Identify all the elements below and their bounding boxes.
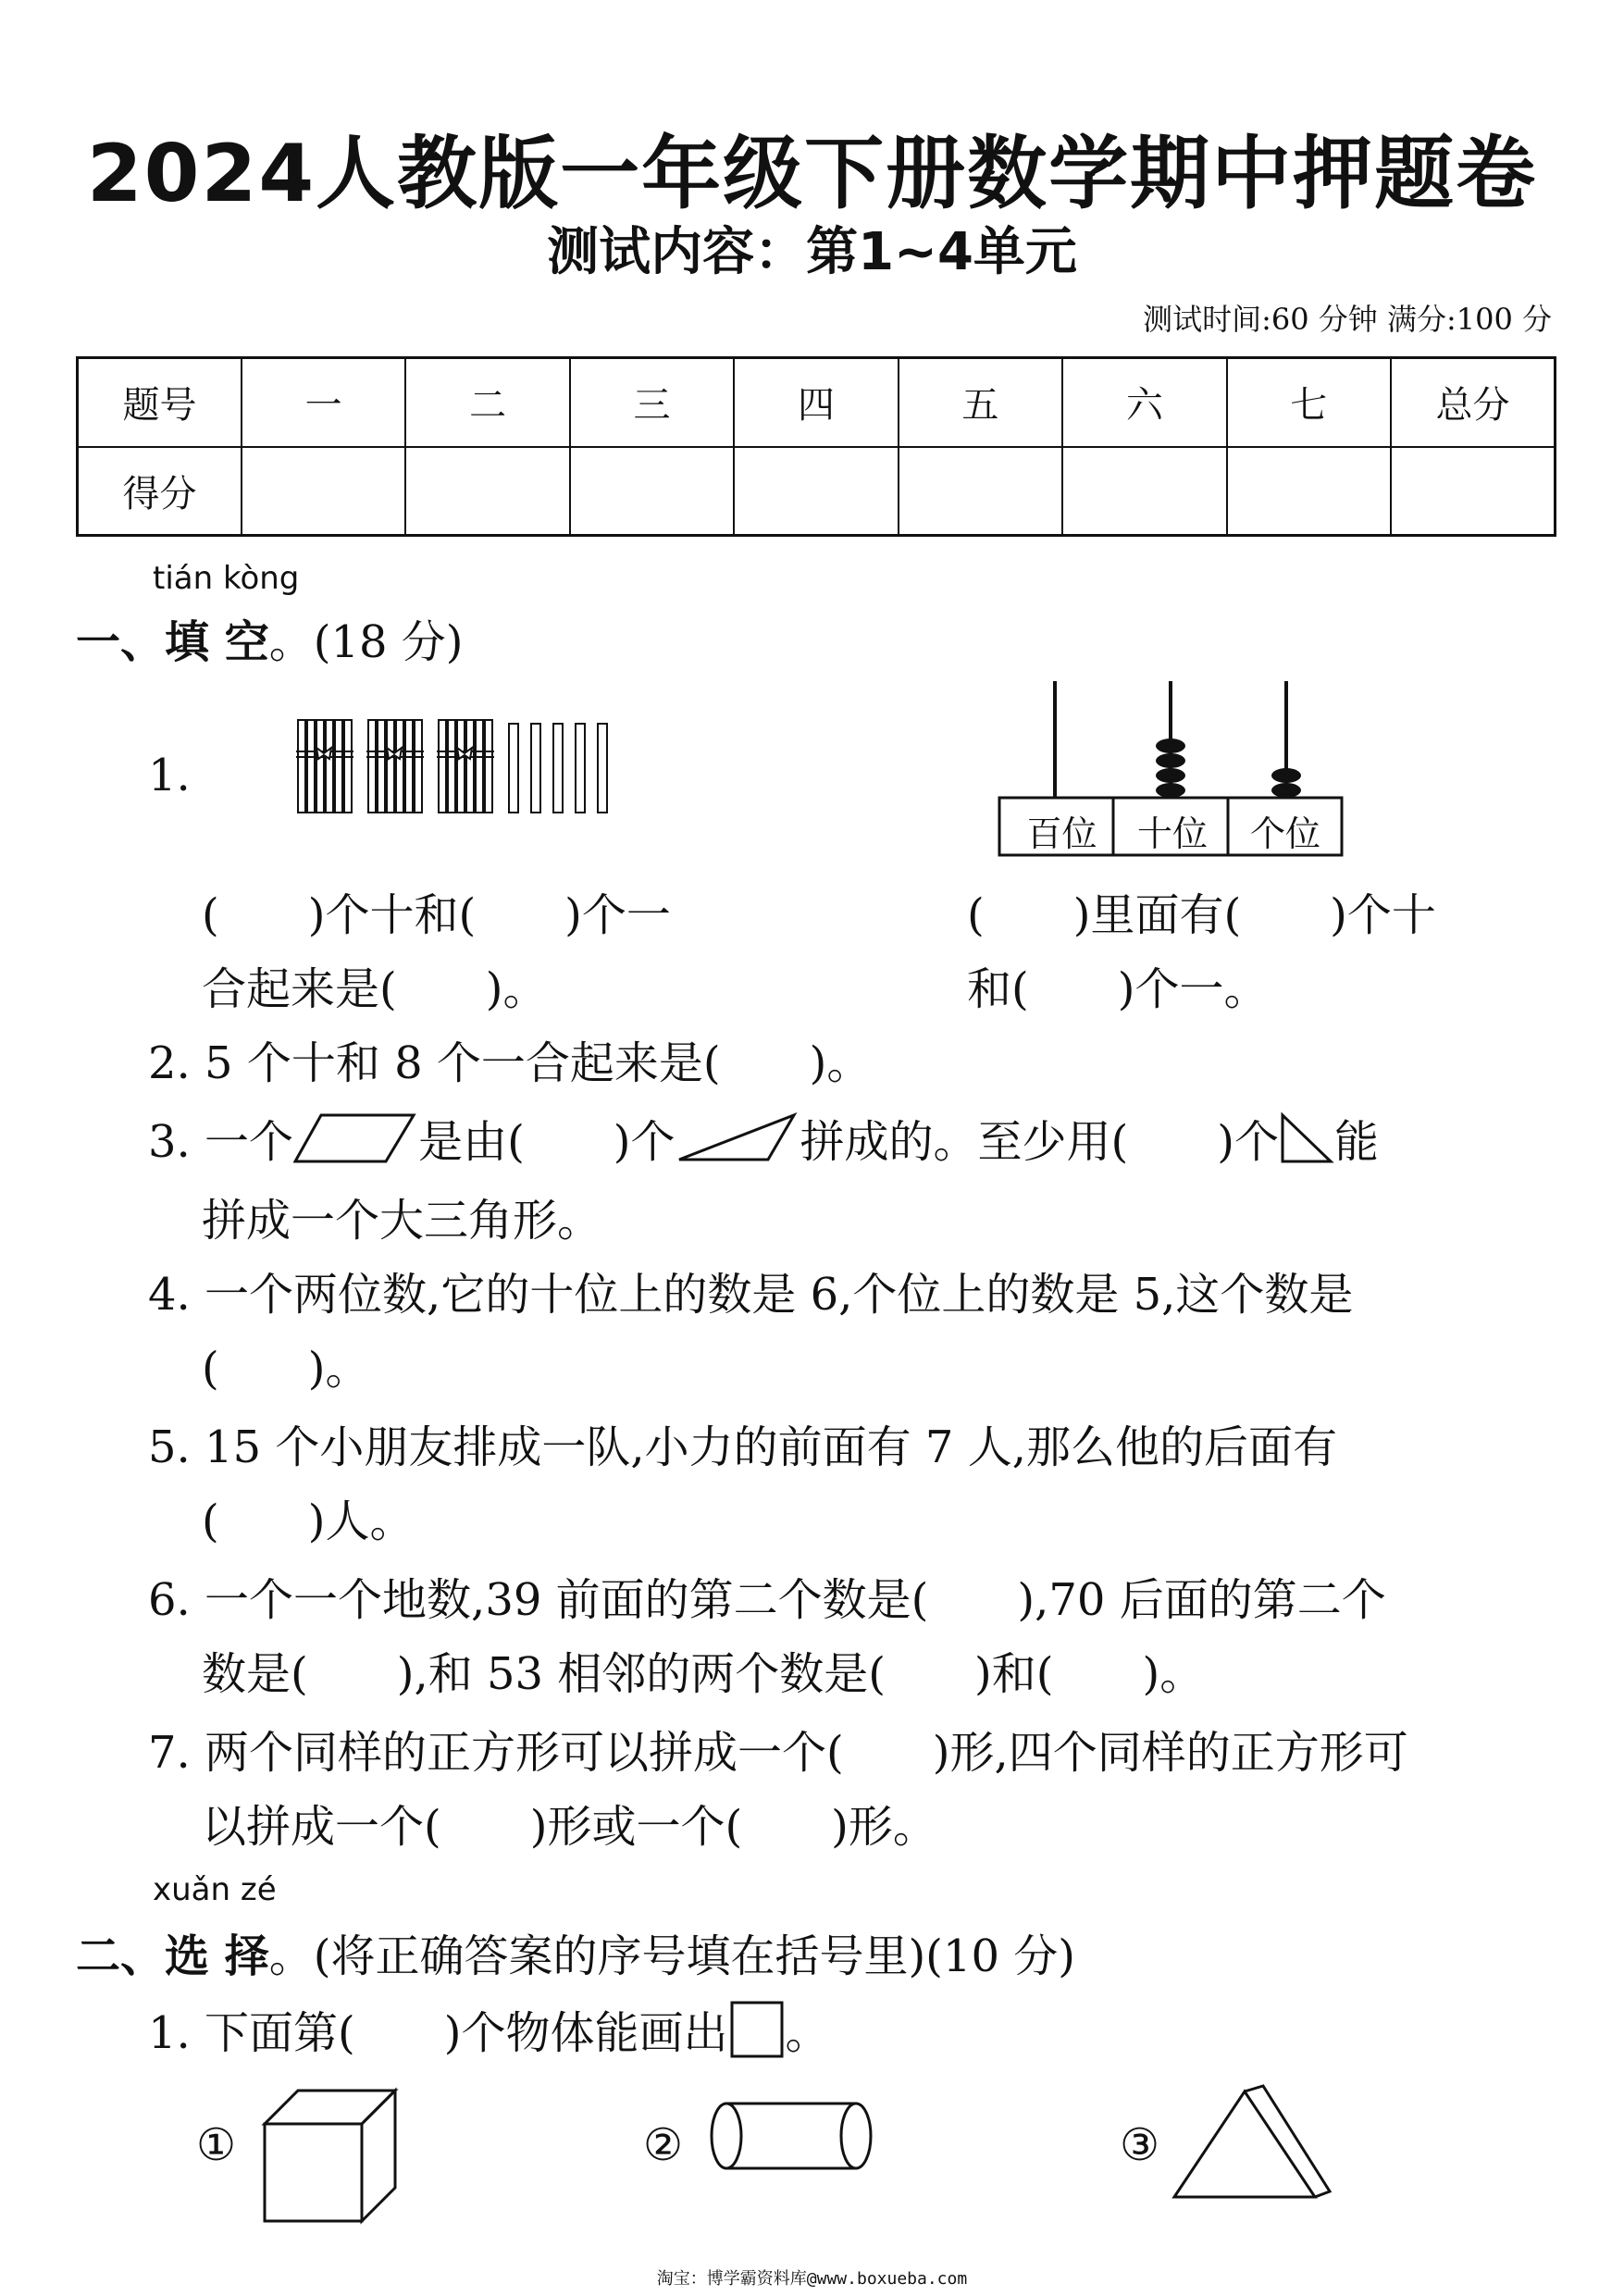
- option-2-label: ②: [643, 2119, 684, 2171]
- footer-watermark: 淘宝：博学霸资料库@www.boxueba.com: [656, 2269, 968, 2289]
- exam-meta: 测试时间:60 分钟 满分:100 分: [1143, 302, 1552, 337]
- cylinder-icon: [708, 2099, 874, 2173]
- section1-heading: [76, 606, 464, 670]
- table-row: [78, 447, 1556, 536]
- q6-line2: 数是( ),和 53 相邻的两个数是( )和( )。: [202, 1648, 1205, 1700]
- q3-part-d: 能: [1334, 1116, 1380, 1168]
- triangular-prism-icon: [1171, 2082, 1333, 2203]
- single-sticks-icon: [509, 724, 607, 813]
- q3-line2: 拼成一个大三角形。: [202, 1195, 602, 1247]
- q1-right-line1: ( )里面有( )个十: [967, 889, 1436, 941]
- right-triangle-icon: [1279, 1111, 1334, 1165]
- table-cell: 四: [734, 358, 898, 447]
- q1-left-line2: 合起来是( )。: [202, 963, 548, 1015]
- score-input-cell[interactable]: [570, 447, 734, 536]
- section2-heading-label: 二、选 择: [76, 1930, 269, 1982]
- q5-line1: 5. 15 个小朋友排成一队,小力的前面有 7 人,那么他的后面有: [148, 1421, 1337, 1473]
- option-3-label: ③: [1120, 2119, 1160, 2171]
- obtuse-triangle-icon: [676, 1111, 800, 1165]
- q6-line1: 6. 一个一个地数,39 前面的第二个数是( ),70 后面的第二个: [148, 1574, 1386, 1626]
- ones-beads: [1271, 768, 1301, 798]
- table-cell: 一: [242, 358, 405, 447]
- q1-left-line1: ( )个十和( )个一: [202, 889, 671, 941]
- stick-bundles-illustration: [294, 714, 609, 824]
- cube-icon: [261, 2087, 400, 2226]
- q3-part-a: 3. 一个: [148, 1116, 294, 1168]
- q3-part-b: 是由( )个: [418, 1116, 676, 1168]
- score-input-cell[interactable]: [1391, 447, 1556, 536]
- table-cell: 三: [570, 358, 734, 447]
- s2-q1-text: 1. 下面第( )个物体能画出: [148, 2007, 728, 2059]
- abacus-label-ones: 个位: [1249, 813, 1320, 854]
- s2-q1-end: 。: [785, 2007, 830, 2059]
- section2-heading: [76, 1920, 1075, 1984]
- stick-bundle-icon: [296, 720, 353, 813]
- score-input-cell[interactable]: [1062, 447, 1226, 536]
- stick-bundle-icon: [437, 720, 494, 813]
- score-input-cell[interactable]: [1227, 447, 1391, 536]
- q1-right-line2: 和( )个一。: [967, 963, 1269, 1015]
- section1-heading-rest: 。(18 分): [268, 616, 464, 668]
- score-input-cell[interactable]: [734, 447, 898, 536]
- score-input-cell[interactable]: [242, 447, 405, 536]
- abacus-label-hundreds: 百位: [1026, 813, 1097, 854]
- table-cell: 六: [1062, 358, 1226, 447]
- q3-part-c: 拼成的。至少用( )个: [800, 1116, 1279, 1168]
- section2-heading-rest: 。(将正确答案的序号填在括号里)(10 分): [268, 1930, 1075, 1982]
- stick-bundle-icon: [366, 720, 424, 813]
- section1-pinyin: tián kòng: [153, 560, 300, 597]
- abacus-label-tens: 十位: [1136, 813, 1208, 854]
- section1-heading-label: 一、填 空: [76, 616, 269, 668]
- score-input-cell[interactable]: [899, 447, 1062, 536]
- q5-line2: ( )人。: [202, 1496, 415, 1547]
- table-row: [78, 358, 1556, 447]
- score-input-cell[interactable]: [405, 447, 569, 536]
- q4-line2: ( )。: [202, 1343, 370, 1395]
- q1-number: 1.: [148, 750, 191, 801]
- table-cell: 总分: [1391, 358, 1556, 447]
- s2-q1-line: [148, 1997, 830, 2061]
- table-cell: 五: [899, 358, 1062, 447]
- q7-line1: 7. 两个同样的正方形可以拼成一个( )形,四个同样的正方形可: [148, 1727, 1408, 1779]
- score-table: [76, 356, 1556, 537]
- page-title: 2024人教版一年级下册数学期中押题卷: [86, 128, 1538, 220]
- table-cell: 七: [1227, 358, 1391, 447]
- section2-pinyin: xuǎn zé: [153, 1871, 277, 1908]
- page-subtitle: 测试内容：第1~4单元: [547, 222, 1077, 282]
- table-cell: 得分: [78, 447, 242, 536]
- table-cell: 二: [405, 358, 569, 447]
- option-1-label: ①: [196, 2119, 237, 2171]
- tens-beads: [1156, 738, 1185, 798]
- q4-line1: 4. 一个两位数,它的十位上的数是 6,个位上的数是 5,这个数是: [148, 1269, 1354, 1321]
- q7-line2: 以拼成一个( )形或一个( )形。: [202, 1801, 937, 1853]
- parallelogram-icon: [293, 1111, 418, 1165]
- q2-text: 2. 5 个十和 8 个一合起来是( )。: [148, 1037, 872, 1089]
- square-icon: [728, 1999, 786, 2060]
- table-cell: 题号: [78, 358, 242, 447]
- q3-line1: [148, 1106, 1379, 1170]
